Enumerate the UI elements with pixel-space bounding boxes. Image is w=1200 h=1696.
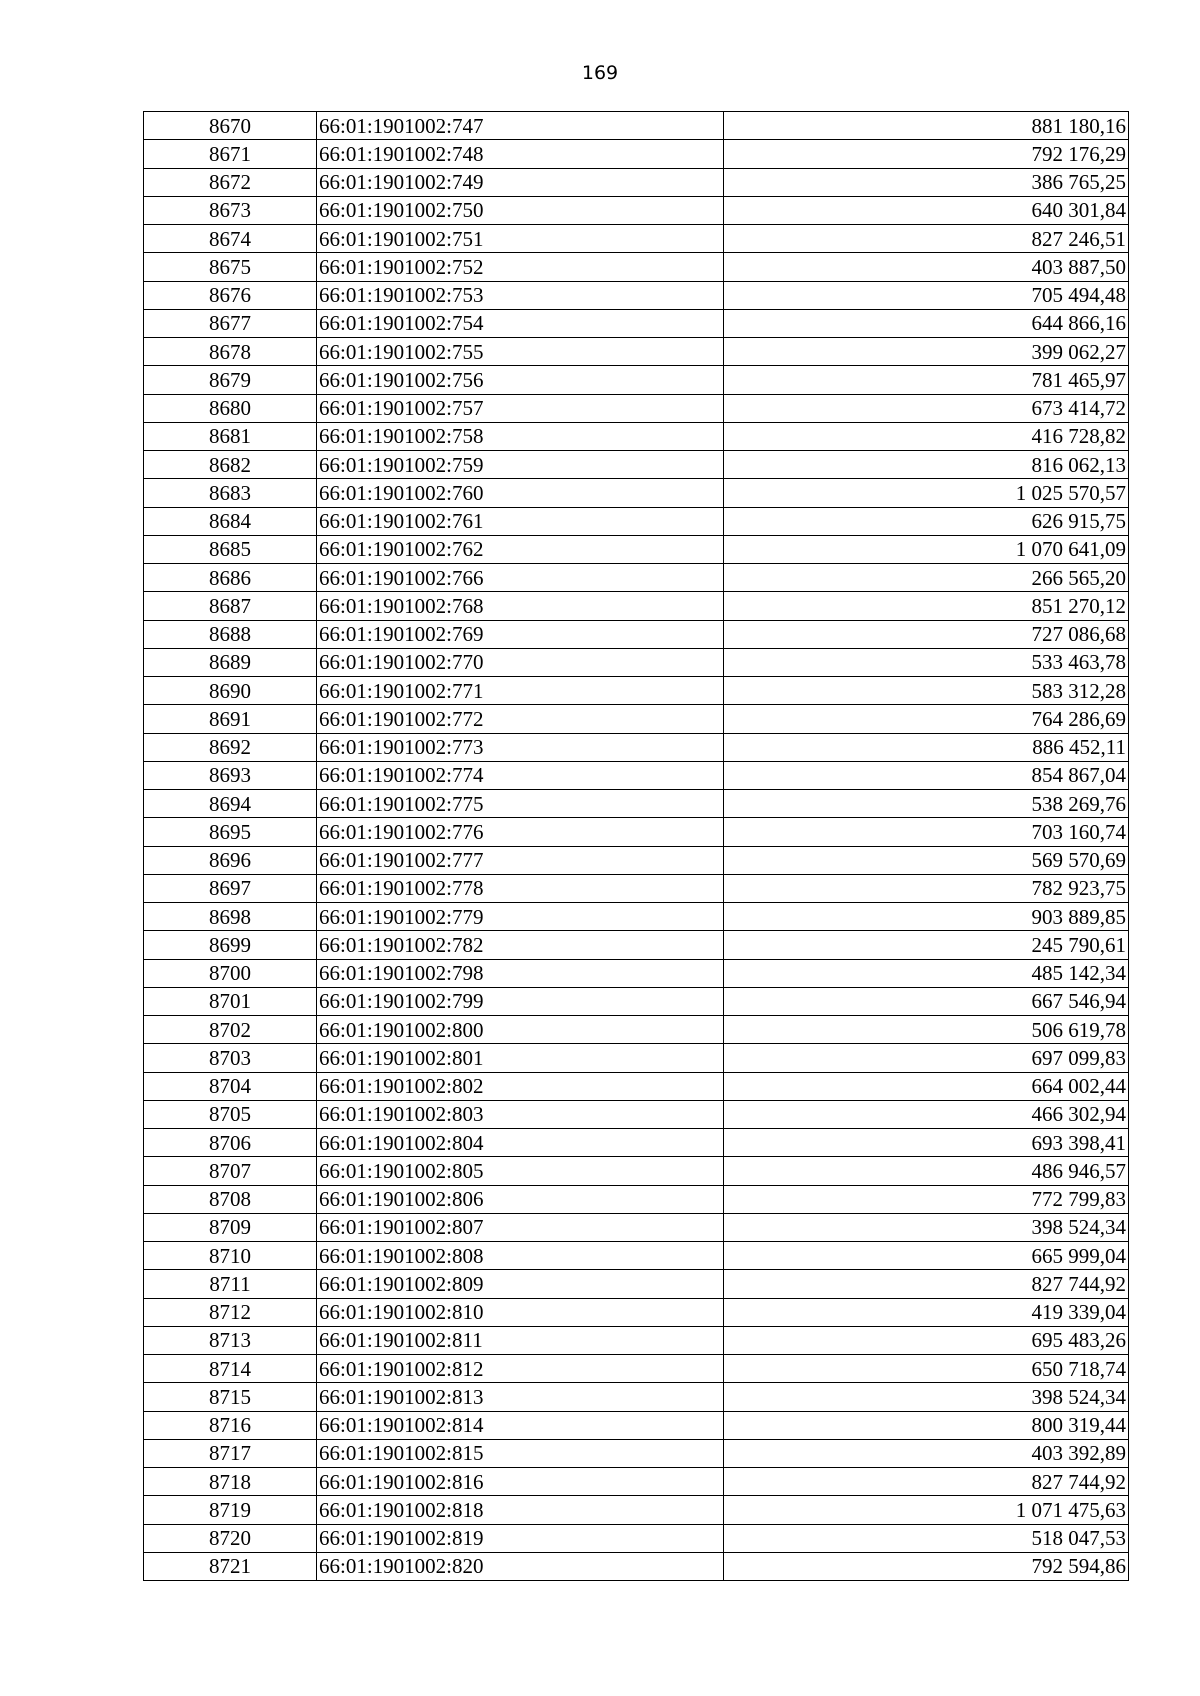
cadastral-number-cell: 66:01:1901002:805 [317, 1157, 724, 1185]
table-row [144, 1439, 1129, 1467]
cadastral-number-cell: 66:01:1901002:809 [317, 1270, 724, 1298]
row-number-cell: 8689 [144, 648, 317, 676]
table-row [144, 281, 1129, 309]
cadastral-value-cell: 693 398,41 [724, 1129, 1129, 1157]
row-number-cell: 8702 [144, 1016, 317, 1044]
table-row [144, 1383, 1129, 1411]
row-number-cell: 8672 [144, 168, 317, 196]
table-row [144, 592, 1129, 620]
cadastral-value-cell: 827 246,51 [724, 225, 1129, 253]
cadastral-value-cell: 827 744,92 [724, 1468, 1129, 1496]
cadastral-number-cell: 66:01:1901002:802 [317, 1072, 724, 1100]
cadastral-value-cell: 583 312,28 [724, 677, 1129, 705]
cadastral-number-cell: 66:01:1901002:804 [317, 1129, 724, 1157]
cadastral-number-cell: 66:01:1901002:747 [317, 112, 724, 140]
row-number-cell: 8714 [144, 1355, 317, 1383]
table-row [144, 1016, 1129, 1044]
cadastral-value-cell: 266 565,20 [724, 564, 1129, 592]
table-row [144, 1355, 1129, 1383]
row-number-cell: 8709 [144, 1213, 317, 1241]
cadastral-value-cell: 1 071 475,63 [724, 1496, 1129, 1524]
cadastral-number-cell: 66:01:1901002:768 [317, 592, 724, 620]
cadastral-number-cell: 66:01:1901002:772 [317, 705, 724, 733]
table-row [144, 959, 1129, 987]
table-row [144, 1552, 1129, 1580]
row-number-cell: 8707 [144, 1157, 317, 1185]
row-number-cell: 8679 [144, 366, 317, 394]
row-number-cell: 8711 [144, 1270, 317, 1298]
row-number-cell: 8682 [144, 451, 317, 479]
row-number-cell: 8717 [144, 1439, 317, 1467]
table-row [144, 987, 1129, 1015]
table-row [144, 931, 1129, 959]
cadastral-value-cell: 665 999,04 [724, 1242, 1129, 1270]
row-number-cell: 8710 [144, 1242, 317, 1270]
table-row [144, 1411, 1129, 1439]
cadastral-number-cell: 66:01:1901002:754 [317, 309, 724, 337]
cadastral-value-cell: 827 744,92 [724, 1270, 1129, 1298]
row-number-cell: 8719 [144, 1496, 317, 1524]
table-row [144, 818, 1129, 846]
cadastral-value-cell: 398 524,34 [724, 1213, 1129, 1241]
cadastral-number-cell: 66:01:1901002:816 [317, 1468, 724, 1496]
table-row [144, 648, 1129, 676]
cadastral-number-cell: 66:01:1901002:762 [317, 535, 724, 563]
cadastral-value-cell: 703 160,74 [724, 818, 1129, 846]
cadastral-number-cell: 66:01:1901002:751 [317, 225, 724, 253]
table-row [144, 507, 1129, 535]
row-number-cell: 8694 [144, 790, 317, 818]
cadastral-value-cell: 705 494,48 [724, 281, 1129, 309]
table-row [144, 1129, 1129, 1157]
row-number-cell: 8701 [144, 987, 317, 1015]
row-number-cell: 8670 [144, 112, 317, 140]
table-row [144, 535, 1129, 563]
row-number-cell: 8678 [144, 338, 317, 366]
cadastral-value-cell: 854 867,04 [724, 761, 1129, 789]
cadastral-value-cell: 403 887,50 [724, 253, 1129, 281]
cadastral-number-cell: 66:01:1901002:779 [317, 903, 724, 931]
cadastral-value-cell: 466 302,94 [724, 1100, 1129, 1128]
cadastral-value-cell: 506 619,78 [724, 1016, 1129, 1044]
row-number-cell: 8674 [144, 225, 317, 253]
cadastral-number-cell: 66:01:1901002:777 [317, 846, 724, 874]
table-row [144, 677, 1129, 705]
cadastral-number-cell: 66:01:1901002:760 [317, 479, 724, 507]
table-row [144, 451, 1129, 479]
cadastral-number-cell: 66:01:1901002:798 [317, 959, 724, 987]
cadastral-number-cell: 66:01:1901002:752 [317, 253, 724, 281]
page-number: 169 [581, 62, 619, 84]
table-row [144, 1072, 1129, 1100]
table-row [144, 479, 1129, 507]
cadastral-number-cell: 66:01:1901002:799 [317, 987, 724, 1015]
table-row [144, 422, 1129, 450]
row-number-cell: 8718 [144, 1468, 317, 1496]
row-number-cell: 8703 [144, 1044, 317, 1072]
cadastral-value-cell: 419 339,04 [724, 1298, 1129, 1326]
cadastral-value-cell: 569 570,69 [724, 846, 1129, 874]
table-row [144, 705, 1129, 733]
cadastral-number-cell: 66:01:1901002:750 [317, 196, 724, 224]
table-row [144, 903, 1129, 931]
cadastral-number-cell: 66:01:1901002:755 [317, 338, 724, 366]
cadastral-value-cell: 416 728,82 [724, 422, 1129, 450]
cadastral-number-cell: 66:01:1901002:807 [317, 1213, 724, 1241]
row-number-cell: 8691 [144, 705, 317, 733]
cadastral-number-cell: 66:01:1901002:775 [317, 790, 724, 818]
cadastral-number-cell: 66:01:1901002:814 [317, 1411, 724, 1439]
cadastral-value-cell: 386 765,25 [724, 168, 1129, 196]
cadastral-number-cell: 66:01:1901002:818 [317, 1496, 724, 1524]
cadastral-value-table [143, 111, 1129, 1581]
table-row [144, 168, 1129, 196]
cadastral-value-cell: 772 799,83 [724, 1185, 1129, 1213]
cadastral-value-cell: 518 047,53 [724, 1524, 1129, 1552]
cadastral-value-cell: 398 524,34 [724, 1383, 1129, 1411]
table-row [144, 1468, 1129, 1496]
table-row [144, 112, 1129, 140]
row-number-cell: 8688 [144, 620, 317, 648]
table-row [144, 1524, 1129, 1552]
cadastral-number-cell: 66:01:1901002:771 [317, 677, 724, 705]
cadastral-number-cell: 66:01:1901002:778 [317, 874, 724, 902]
row-number-cell: 8716 [144, 1411, 317, 1439]
cadastral-number-cell: 66:01:1901002:801 [317, 1044, 724, 1072]
cadastral-number-cell: 66:01:1901002:776 [317, 818, 724, 846]
table-row [144, 225, 1129, 253]
cadastral-value-cell: 886 452,11 [724, 733, 1129, 761]
row-number-cell: 8698 [144, 903, 317, 931]
cadastral-number-cell: 66:01:1901002:808 [317, 1242, 724, 1270]
cadastral-value-cell: 667 546,94 [724, 987, 1129, 1015]
row-number-cell: 8699 [144, 931, 317, 959]
cadastral-value-cell: 626 915,75 [724, 507, 1129, 535]
table-row [144, 790, 1129, 818]
cadastral-value-cell: 800 319,44 [724, 1411, 1129, 1439]
row-number-cell: 8713 [144, 1326, 317, 1354]
row-number-cell: 8683 [144, 479, 317, 507]
cadastral-value-cell: 851 270,12 [724, 592, 1129, 620]
row-number-cell: 8686 [144, 564, 317, 592]
cadastral-number-cell: 66:01:1901002:782 [317, 931, 724, 959]
table-row [144, 761, 1129, 789]
row-number-cell: 8712 [144, 1298, 317, 1326]
cadastral-value-cell: 640 301,84 [724, 196, 1129, 224]
cadastral-number-cell: 66:01:1901002:806 [317, 1185, 724, 1213]
table-row [144, 253, 1129, 281]
table-row [144, 564, 1129, 592]
row-number-cell: 8690 [144, 677, 317, 705]
cadastral-value-cell: 727 086,68 [724, 620, 1129, 648]
cadastral-value-cell: 764 286,69 [724, 705, 1129, 733]
cadastral-number-cell: 66:01:1901002:800 [317, 1016, 724, 1044]
cadastral-number-cell: 66:01:1901002:761 [317, 507, 724, 535]
row-number-cell: 8685 [144, 535, 317, 563]
row-number-cell: 8677 [144, 309, 317, 337]
table-row [144, 1298, 1129, 1326]
cadastral-value-cell: 245 790,61 [724, 931, 1129, 959]
row-number-cell: 8673 [144, 196, 317, 224]
cadastral-value-cell: 664 002,44 [724, 1072, 1129, 1100]
cadastral-number-cell: 66:01:1901002:748 [317, 140, 724, 168]
cadastral-number-cell: 66:01:1901002:769 [317, 620, 724, 648]
cadastral-number-cell: 66:01:1901002:757 [317, 394, 724, 422]
row-number-cell: 8720 [144, 1524, 317, 1552]
cadastral-value-cell: 485 142,34 [724, 959, 1129, 987]
table-row [144, 1044, 1129, 1072]
cadastral-value-cell: 1 025 570,57 [724, 479, 1129, 507]
table-row [144, 733, 1129, 761]
cadastral-number-cell: 66:01:1901002:820 [317, 1552, 724, 1580]
table-row [144, 1185, 1129, 1213]
row-number-cell: 8695 [144, 818, 317, 846]
cadastral-value-cell: 816 062,13 [724, 451, 1129, 479]
cadastral-value-cell: 403 392,89 [724, 1439, 1129, 1467]
row-number-cell: 8696 [144, 846, 317, 874]
cadastral-value-cell: 881 180,16 [724, 112, 1129, 140]
cadastral-number-cell: 66:01:1901002:812 [317, 1355, 724, 1383]
cadastral-value-cell: 1 070 641,09 [724, 535, 1129, 563]
cadastral-number-cell: 66:01:1901002:815 [317, 1439, 724, 1467]
cadastral-number-cell: 66:01:1901002:749 [317, 168, 724, 196]
cadastral-value-cell: 644 866,16 [724, 309, 1129, 337]
cadastral-value-cell: 650 718,74 [724, 1355, 1129, 1383]
row-number-cell: 8697 [144, 874, 317, 902]
table-row [144, 366, 1129, 394]
table-body [144, 112, 1129, 1581]
cadastral-number-cell: 66:01:1901002:770 [317, 648, 724, 676]
row-number-cell: 8693 [144, 761, 317, 789]
table-row [144, 140, 1129, 168]
row-number-cell: 8721 [144, 1552, 317, 1580]
cadastral-number-cell: 66:01:1901002:773 [317, 733, 724, 761]
cadastral-number-cell: 66:01:1901002:756 [317, 366, 724, 394]
row-number-cell: 8704 [144, 1072, 317, 1100]
table-row [144, 874, 1129, 902]
row-number-cell: 8692 [144, 733, 317, 761]
table-row [144, 1496, 1129, 1524]
cadastral-number-cell: 66:01:1901002:813 [317, 1383, 724, 1411]
cadastral-number-cell: 66:01:1901002:819 [317, 1524, 724, 1552]
table-row [144, 1100, 1129, 1128]
row-number-cell: 8705 [144, 1100, 317, 1128]
row-number-cell: 8687 [144, 592, 317, 620]
cadastral-value-cell: 792 594,86 [724, 1552, 1129, 1580]
cadastral-number-cell: 66:01:1901002:774 [317, 761, 724, 789]
cadastral-number-cell: 66:01:1901002:759 [317, 451, 724, 479]
cadastral-number-cell: 66:01:1901002:811 [317, 1326, 724, 1354]
row-number-cell: 8700 [144, 959, 317, 987]
row-number-cell: 8706 [144, 1129, 317, 1157]
cadastral-value-cell: 533 463,78 [724, 648, 1129, 676]
table-row [144, 394, 1129, 422]
table-row [144, 620, 1129, 648]
table-row [144, 1270, 1129, 1298]
row-number-cell: 8708 [144, 1185, 317, 1213]
table-row [144, 1157, 1129, 1185]
table-row [144, 846, 1129, 874]
cadastral-value-cell: 695 483,26 [724, 1326, 1129, 1354]
cadastral-number-cell: 66:01:1901002:758 [317, 422, 724, 450]
cadastral-number-cell: 66:01:1901002:766 [317, 564, 724, 592]
cadastral-value-cell: 399 062,27 [724, 338, 1129, 366]
row-number-cell: 8684 [144, 507, 317, 535]
table-row [144, 196, 1129, 224]
cadastral-value-cell: 697 099,83 [724, 1044, 1129, 1072]
cadastral-value-cell: 538 269,76 [724, 790, 1129, 818]
row-number-cell: 8680 [144, 394, 317, 422]
row-number-cell: 8675 [144, 253, 317, 281]
cadastral-number-cell: 66:01:1901002:803 [317, 1100, 724, 1128]
cadastral-value-cell: 792 176,29 [724, 140, 1129, 168]
row-number-cell: 8715 [144, 1383, 317, 1411]
cadastral-number-cell: 66:01:1901002:810 [317, 1298, 724, 1326]
cadastral-value-cell: 673 414,72 [724, 394, 1129, 422]
table-row [144, 338, 1129, 366]
cadastral-value-cell: 782 923,75 [724, 874, 1129, 902]
row-number-cell: 8671 [144, 140, 317, 168]
table-row [144, 309, 1129, 337]
table-row [144, 1242, 1129, 1270]
cadastral-number-cell: 66:01:1901002:753 [317, 281, 724, 309]
table-row [144, 1213, 1129, 1241]
row-number-cell: 8676 [144, 281, 317, 309]
row-number-cell: 8681 [144, 422, 317, 450]
cadastral-value-cell: 903 889,85 [724, 903, 1129, 931]
table-row [144, 1326, 1129, 1354]
cadastral-value-cell: 781 465,97 [724, 366, 1129, 394]
cadastral-value-cell: 486 946,57 [724, 1157, 1129, 1185]
